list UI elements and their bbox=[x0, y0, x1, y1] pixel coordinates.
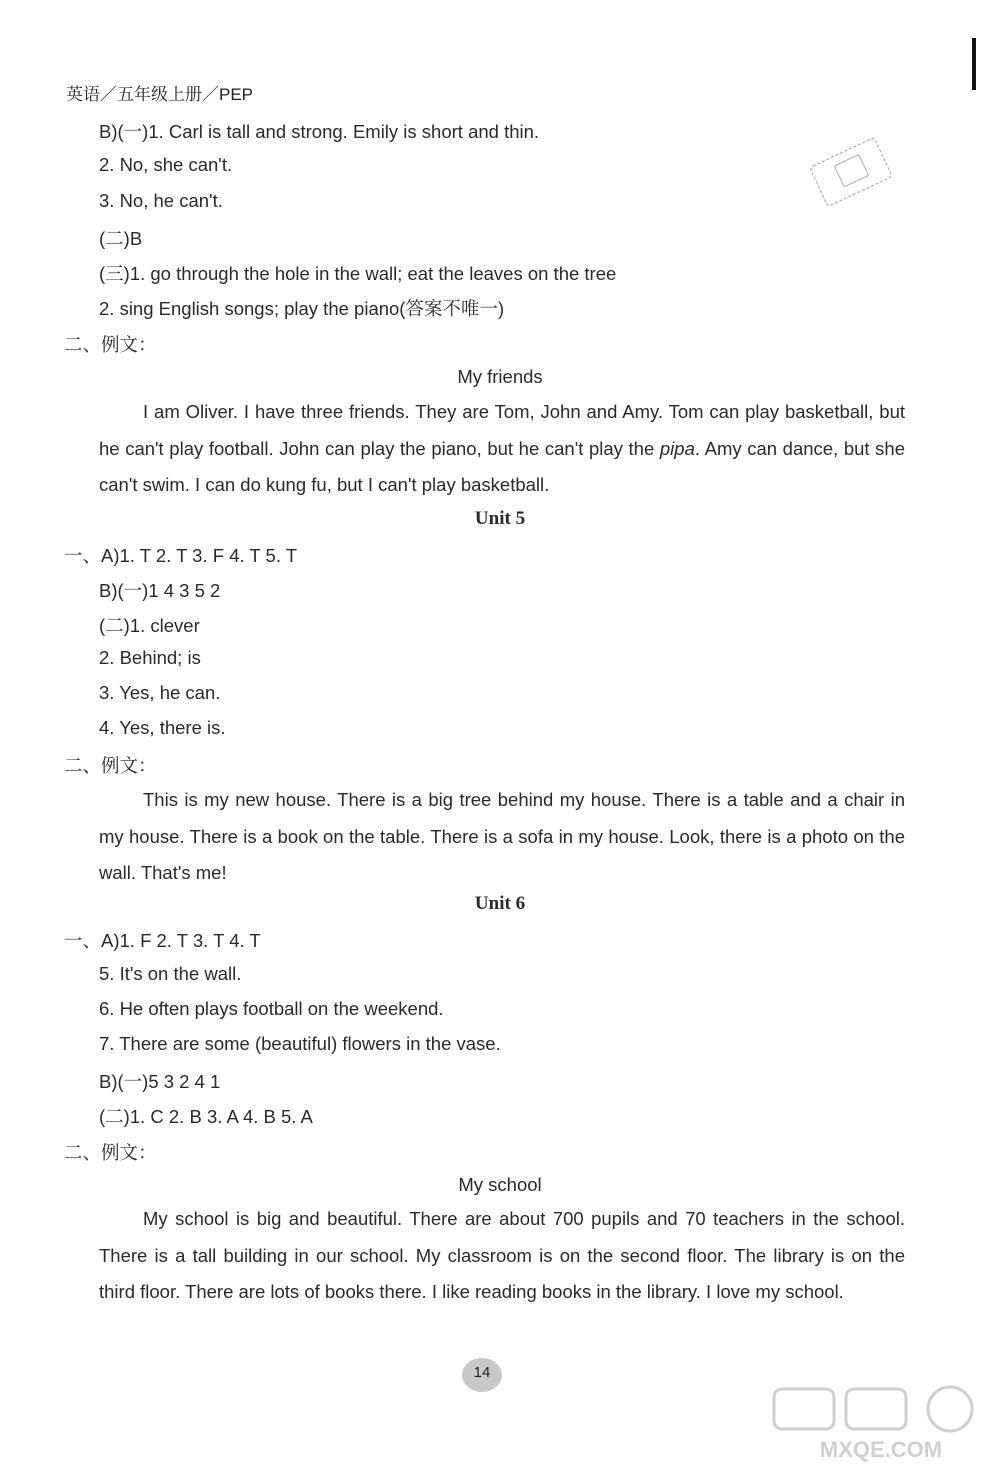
answer-line: B)(一)1 4 3 5 2 bbox=[99, 580, 221, 601]
answer-line: (三)1. go through the hole in the wall; eat the leaves on the tree bbox=[99, 263, 617, 284]
essay-text: I am Oliver. I have three friends. They are Tom, John and Amy. Tom can play basketball, but he can't play football. John can play the piano, but he can't play the bbox=[99, 401, 905, 459]
page-number: 14 bbox=[473, 1364, 491, 1381]
answer-line: 2. sing English songs; play the piano(答案不唯一) bbox=[99, 298, 505, 319]
unit-title: Unit 5 bbox=[474, 508, 526, 529]
answer-line: 5. It's on the wall. bbox=[99, 963, 242, 984]
answer-line: 2. No, she can't. bbox=[99, 154, 233, 175]
watermark-logo bbox=[770, 1385, 992, 1465]
answer-line: (二)1. C 2. B 3. A 4. B 5. A bbox=[99, 1106, 313, 1127]
essay-title: My school bbox=[458, 1174, 542, 1195]
essay-text: . Amy can dance, but she can't swim. I can do kung fu, but I can't play basketball. bbox=[99, 437, 905, 495]
answer-line: 3. No, he can't. bbox=[99, 190, 223, 211]
answer-line: B)(一)1. Carl is tall and strong. Emily is short and thin. bbox=[99, 121, 540, 142]
answer-line: 7. There are some (beautiful) flowers in the vase. bbox=[99, 1033, 501, 1054]
answer-line: (二)1. clever bbox=[99, 615, 200, 636]
answer-line: 6. He often plays football on the weekend. bbox=[99, 998, 444, 1019]
answer-line: B)(一)5 3 2 4 1 bbox=[99, 1071, 221, 1092]
stamp-graphic bbox=[809, 137, 893, 207]
unit-title: Unit 6 bbox=[474, 893, 526, 914]
essay-title: My friends bbox=[457, 366, 543, 387]
answer-line: 2. Behind; is bbox=[99, 647, 201, 668]
essay-italic-word: pipa bbox=[659, 437, 695, 459]
essay-paragraph: My school is big and beautiful. There are about 700 pupils and 70 teachers in the school. There is a tall building in our school. My classroom is on the second floor. The library is on the third floor. There are lots of books there. I like reading books in the library. I love my school. bbox=[99, 1208, 905, 1302]
essay-label: 二、例文： bbox=[64, 334, 157, 355]
answer-line: 4. Yes, there is. bbox=[99, 717, 226, 738]
watermark-text: MXQE.COM bbox=[819, 1437, 943, 1462]
answer-line: 一、A)1. T 2. T 3. F 4. T 5. T bbox=[64, 545, 298, 566]
answer-line: 一、A)1. F 2. T 3. T 4. T bbox=[64, 930, 261, 951]
essay-label: 二、例文： bbox=[64, 755, 157, 776]
edge-mark bbox=[972, 38, 976, 90]
answer-line: (二)B bbox=[99, 228, 143, 249]
essay-paragraph: This is my new house. There is a big tree behind my house. There is a table and a chair in my house. There is a book on the table. There is a sofa in my house. Look, there is a photo on the wall. That's me! bbox=[99, 789, 905, 883]
essay-paragraph bbox=[99, 394, 905, 504]
book-header: 英语／五年级上册／PEP bbox=[66, 85, 254, 104]
answer-line: 3. Yes, he can. bbox=[99, 682, 221, 703]
essay-label: 二、例文： bbox=[64, 1142, 157, 1163]
